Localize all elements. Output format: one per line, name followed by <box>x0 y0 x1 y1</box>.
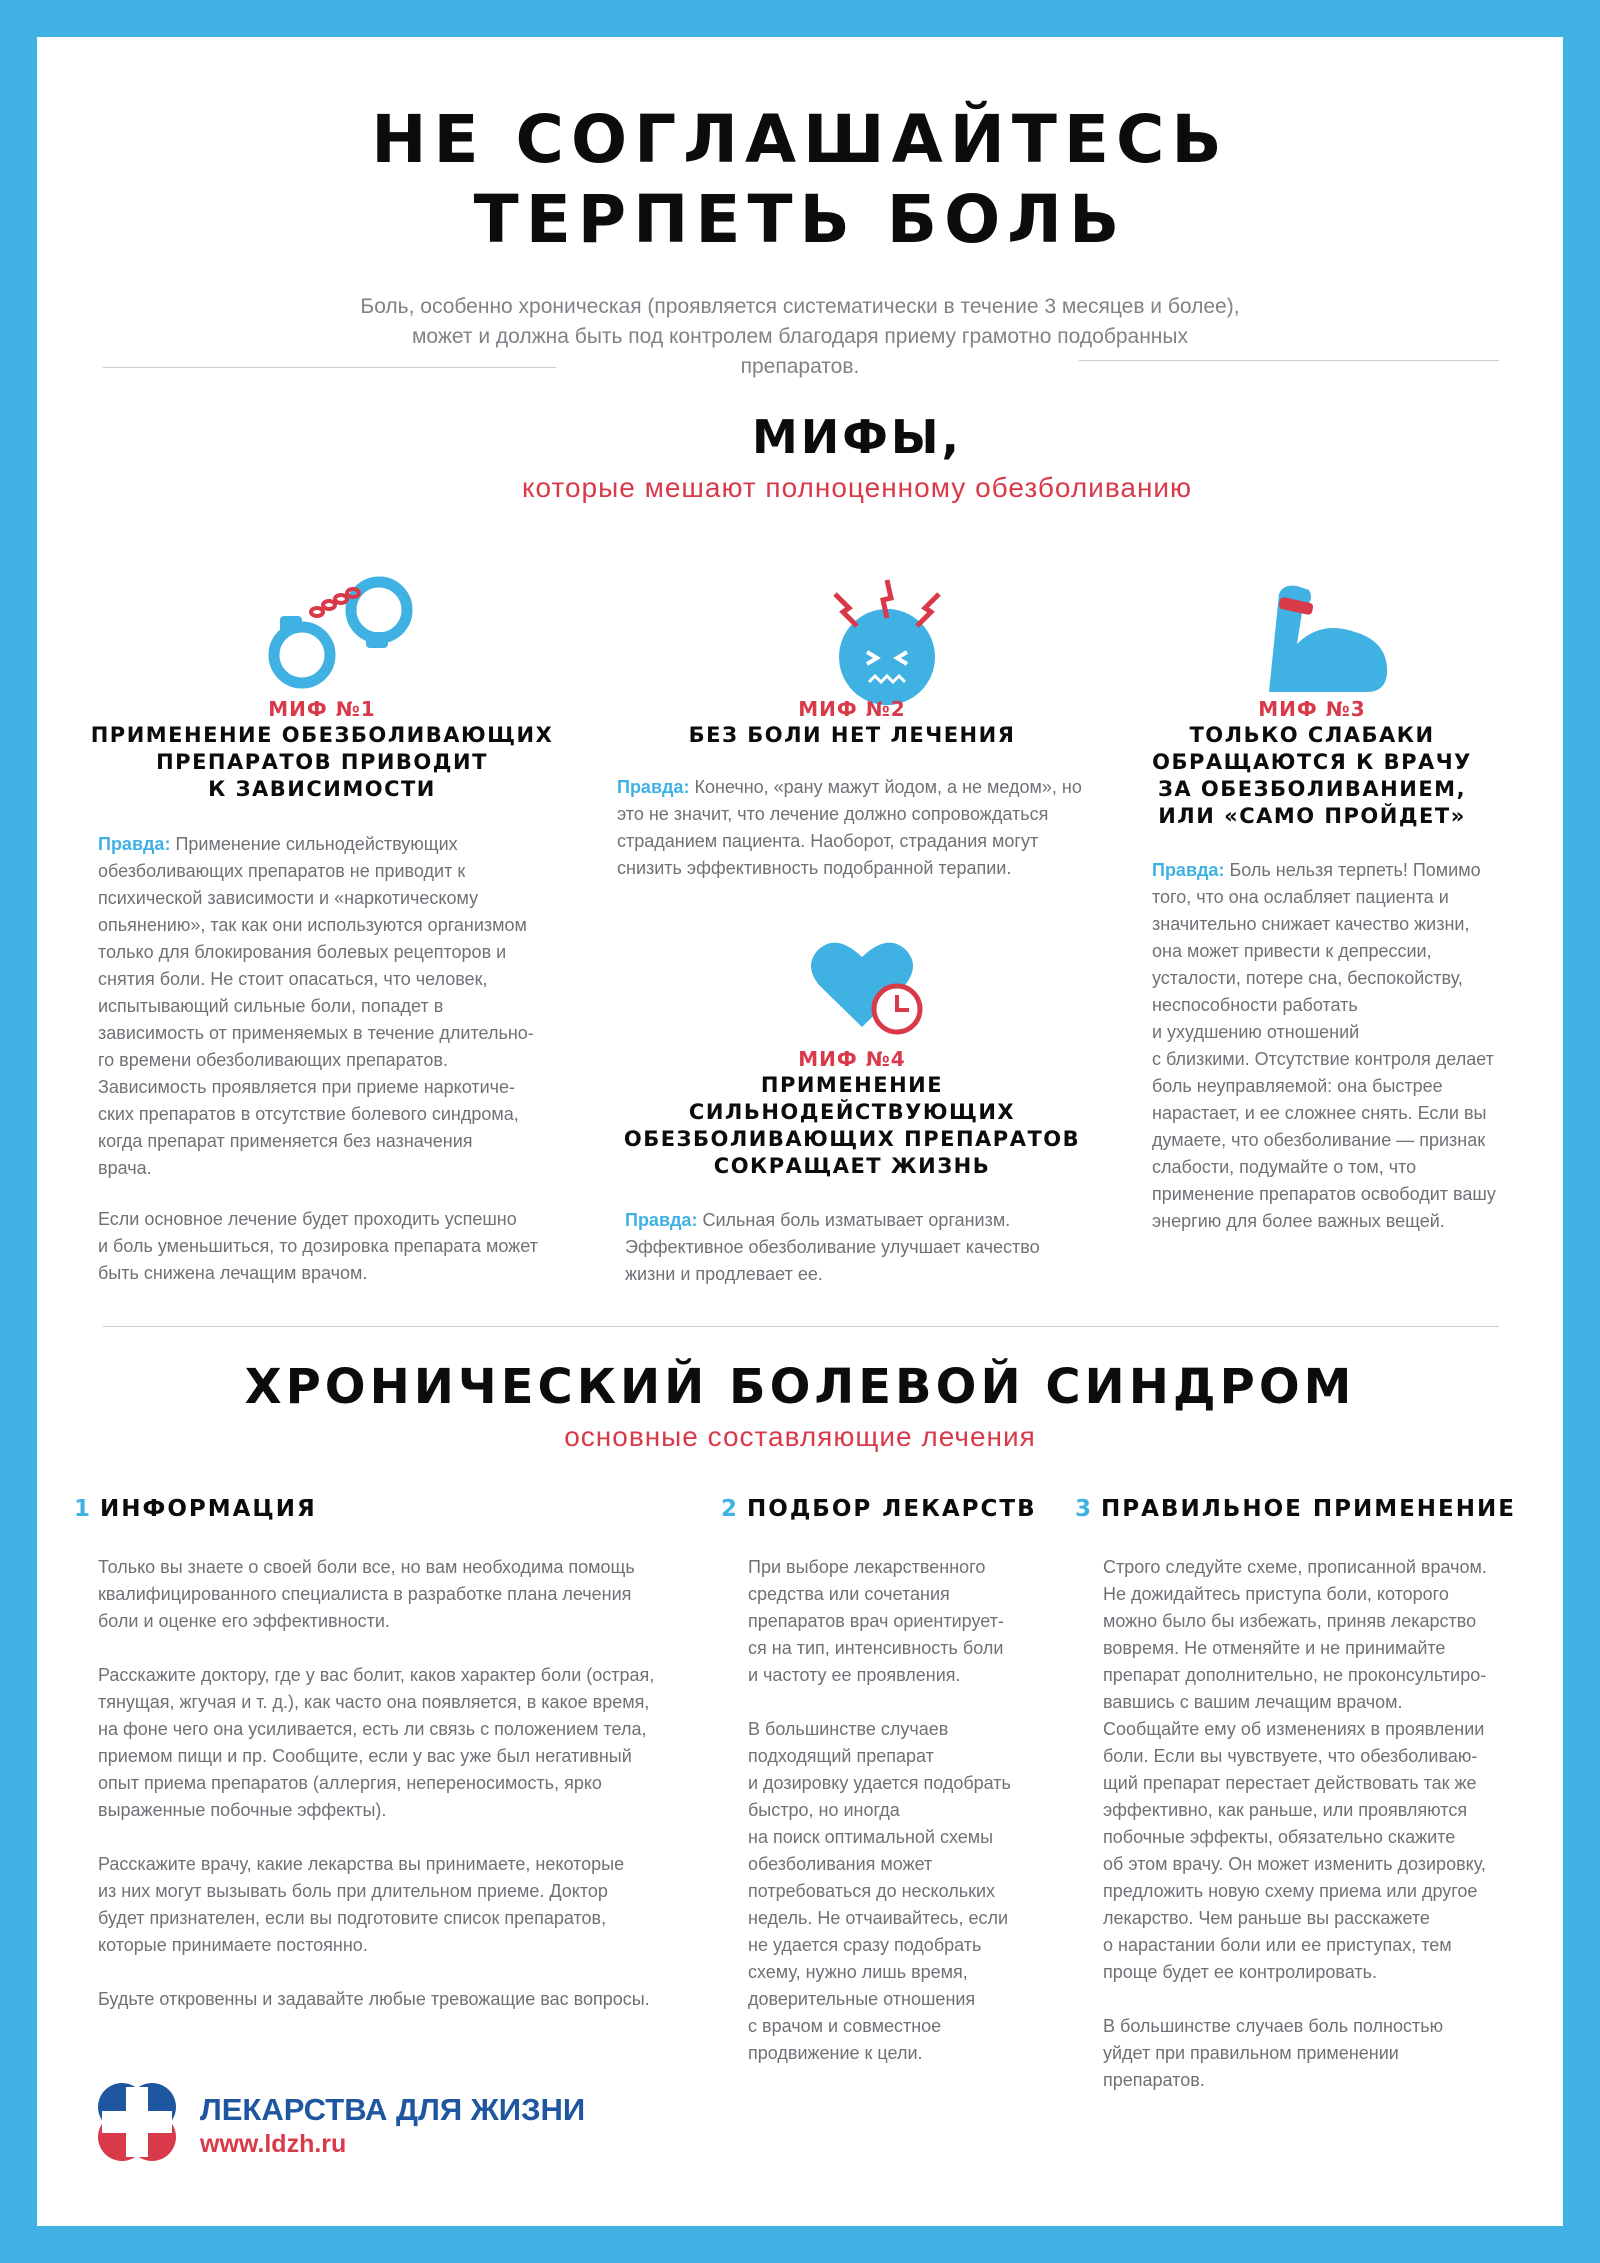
flexed-arm-icon <box>1257 562 1407 712</box>
step-3-heading <box>1075 1496 1516 1522</box>
myth-2-truth: Правда: Конечно, «рану мажут йодом, а не медом», но это не значит, что лечение должно сопровождаться страданием пациента. Наоборот, страдания могут снизить эффективность подобранной терапии. <box>617 777 1082 878</box>
title-line-1: НЕ СОГЛАШАЙТЕСЬ <box>371 101 1229 178</box>
logo-icon <box>92 2077 182 2167</box>
myth-4-number: МИФ №4 <box>798 1047 906 1071</box>
logo-url[interactable]: www.ldzh.ru <box>200 2130 347 2158</box>
myths-subheading: которые мешают полноценному обезболиванию <box>521 472 1193 503</box>
step-2-title: ПОДБОР ЛЕКАРСТВ <box>747 1496 1037 1522</box>
section-divider <box>103 1326 1499 1327</box>
divider-left <box>103 367 556 368</box>
myth-1-number: МИФ №1 <box>268 697 376 721</box>
step-1-number: 1 <box>74 1496 93 1522</box>
step-1-title: ИНФОРМАЦИЯ <box>100 1496 317 1522</box>
myth-4-truth: Правда: Сильная боль изматывает организм. Эффективное обезболивание улучшает качество жизни и продлевает ее. <box>625 1210 1040 1284</box>
myths-heading: МИФЫ, <box>751 410 963 464</box>
heart-clock-icon <box>807 927 937 1047</box>
chronic-heading: ХРОНИЧЕСКИЙ БОЛЕВОЙ СИНДРОМ <box>244 1359 1356 1415</box>
step-3-title: ПРАВИЛЬНОЕ ПРИМЕНЕНИЕ <box>1101 1496 1516 1522</box>
myth-1-extra: Если основное лечение будет проходить успешно и боль уменьшиться, то дозировка препарата может быть снижена лечащим врачом. <box>98 1209 538 1283</box>
myth-3-title: ТОЛЬКО СЛАБАКИ ОБРАЩАЮТСЯ К ВРАЧУ ЗА ОБЕЗБОЛИВАНИЕМ, ИЛИ «САМО ПРОЙДЕТ» <box>1152 723 1472 828</box>
myth-4-title: ПРИМЕНЕНИЕ СИЛЬНОДЕЙСТВУЮЩИХ ОБЕЗБОЛИВАЮЩИХ ПРЕПАРАТОВ СОКРАЩАЕТ ЖИЗНЬ <box>623 1073 1081 1178</box>
step-1-text: Только вы знаете о своей боли все, но вам необходима помощь квалифицированного специалиста в разработке плана лечения боли и оценке его эффективности. Расскажите доктору, где у вас болит, каков характер боли (острая, тянущая, жгучая и т. д.), как часто она появляется, в какое время, на фоне чего она усиливается, есть ли связь с положением тела, приемом пищи и пр. Сообщите, если у вас уже был негативный опыт приема препаратов (аллергия, непереносимость, ярко выраженные побочные эффекты). Расскажите врачу, какие лекарства вы принимаете, некоторые из них могут вызывать боль при длительном приеме. Доктор будет признателен, если вы подготовите список препаратов, которые принимаете постоянно. Будьте откровенны и задавайте любые тревожащие вас вопросы. <box>98 1557 655 2009</box>
title-line-2: ТЕРПЕТЬ БОЛЬ <box>473 181 1127 258</box>
myth-2-number: МИФ №2 <box>798 697 906 721</box>
truth-label: Правда: <box>1152 860 1225 880</box>
divider-right <box>1079 360 1499 361</box>
myth-3-number: МИФ №3 <box>1258 697 1366 721</box>
truth-label: Правда: <box>625 1210 698 1230</box>
truth-label: Правда: <box>98 834 171 854</box>
logo-name: ЛЕКАРСТВА ДЛЯ ЖИЗНИ <box>200 2092 586 2127</box>
pain-face-icon <box>807 542 967 712</box>
step-3-text: Строго следуйте схеме, прописанной врачом. Не дожидайтесь приступа боли, которого можно было бы избежать, приняв лекарство вовремя. Не отменяйте и не принимайте препарат дополнительно, не проконсультиро- вавшись с вашим лечащим врачом. Сообщайте ему об изменениях в проявлении боли. Если вы чувствуете, что обезболиваю- щий препарат перестает действовать так же эффективно, как раньше, или проявляются побочные эффекты, обязательно скажите об этом врачу. Он может изменить дозировку, предложить новую схему приема или другое лекарство. Чем раньше вы расскажете о нарастании боли или ее приступах, тем проще будет ее контролировать. В большинстве случаев боль полностью уйдет при правильном применении препаратов. <box>1103 1557 1487 2090</box>
step-2-text: При выборе лекарственного средства или сочетания препаратов врач ориентирует- ся на тип, интенсивность боли и частоту ее проявления. В большинстве случаев подходящий препарат и дозировку удается подобрать быстро, но иногда на поиск оптимальной схемы обезболивания может потребоваться до нескольких недель. Не отчаивайтесь, если не удается сразу подобрать схему, нужно лишь время, доверительные отношения с врачом и совместное продвижение к цели. <box>748 1557 1011 2063</box>
step-2-heading <box>721 1496 1037 1522</box>
myth-1-truth: Правда: Применение сильнодействующих обезболивающих препаратов не приводит к психической зависимости и «наркотическому опьянению», так как они используются организмом только для блокирования болевых рецепторов и снятия боли. Не стоит опасаться, что человек, испытывающий сильные боли, попадет в зависимость от применяемых в течение длительно- го времени обезболивающих препаратов. Зависимость проявляется при приеме наркотиче- ских препаратов в отсутствие болевого синдрома, когда препарат применяется без назначения врача. <box>98 834 534 1178</box>
handcuffs-icon <box>262 552 422 712</box>
myth-1-title: ПРИМЕНЕНИЕ ОБЕЗБОЛИВАЮЩИХ ПРЕПАРАТОВ ПРИВОДИТ К ЗАВИСИМОСТИ <box>90 723 554 801</box>
myth-2-title: БЕЗ БОЛИ НЕТ ЛЕЧЕНИЯ <box>688 723 1016 747</box>
truth-label: Правда: <box>617 777 690 797</box>
poster-sheet <box>37 37 1563 2226</box>
intro-text: Боль, особенно хроническая (проявляется систематически в течение 3 месяцев и более), может и должна быть под контролем благодаря приему грамотно подобранных препаратов. <box>360 295 1240 378</box>
chronic-subheading: основные составляющие лечения <box>564 1421 1036 1452</box>
step-3-number: 3 <box>1075 1496 1094 1522</box>
step-2-number: 2 <box>721 1496 740 1522</box>
step-1-heading <box>74 1496 317 1522</box>
myth-3-truth: Правда: Боль нельзя терпеть! Помимо того, что она ослабляет пациента и значительно снижает качество жизни, она может привести к депрессии, усталости, потере сна, беспокойству, неспособности работать и ухудшению отношений с близкими. Отсутствие контроля делает боль неуправляемой: она быстрее нарастает, и ее сложнее снять. Если вы думаете, что обезболивание — признак слабости, подумайте о том, что применение препаратов освободит вашу энергию для более важных вещей. <box>1152 860 1496 1231</box>
